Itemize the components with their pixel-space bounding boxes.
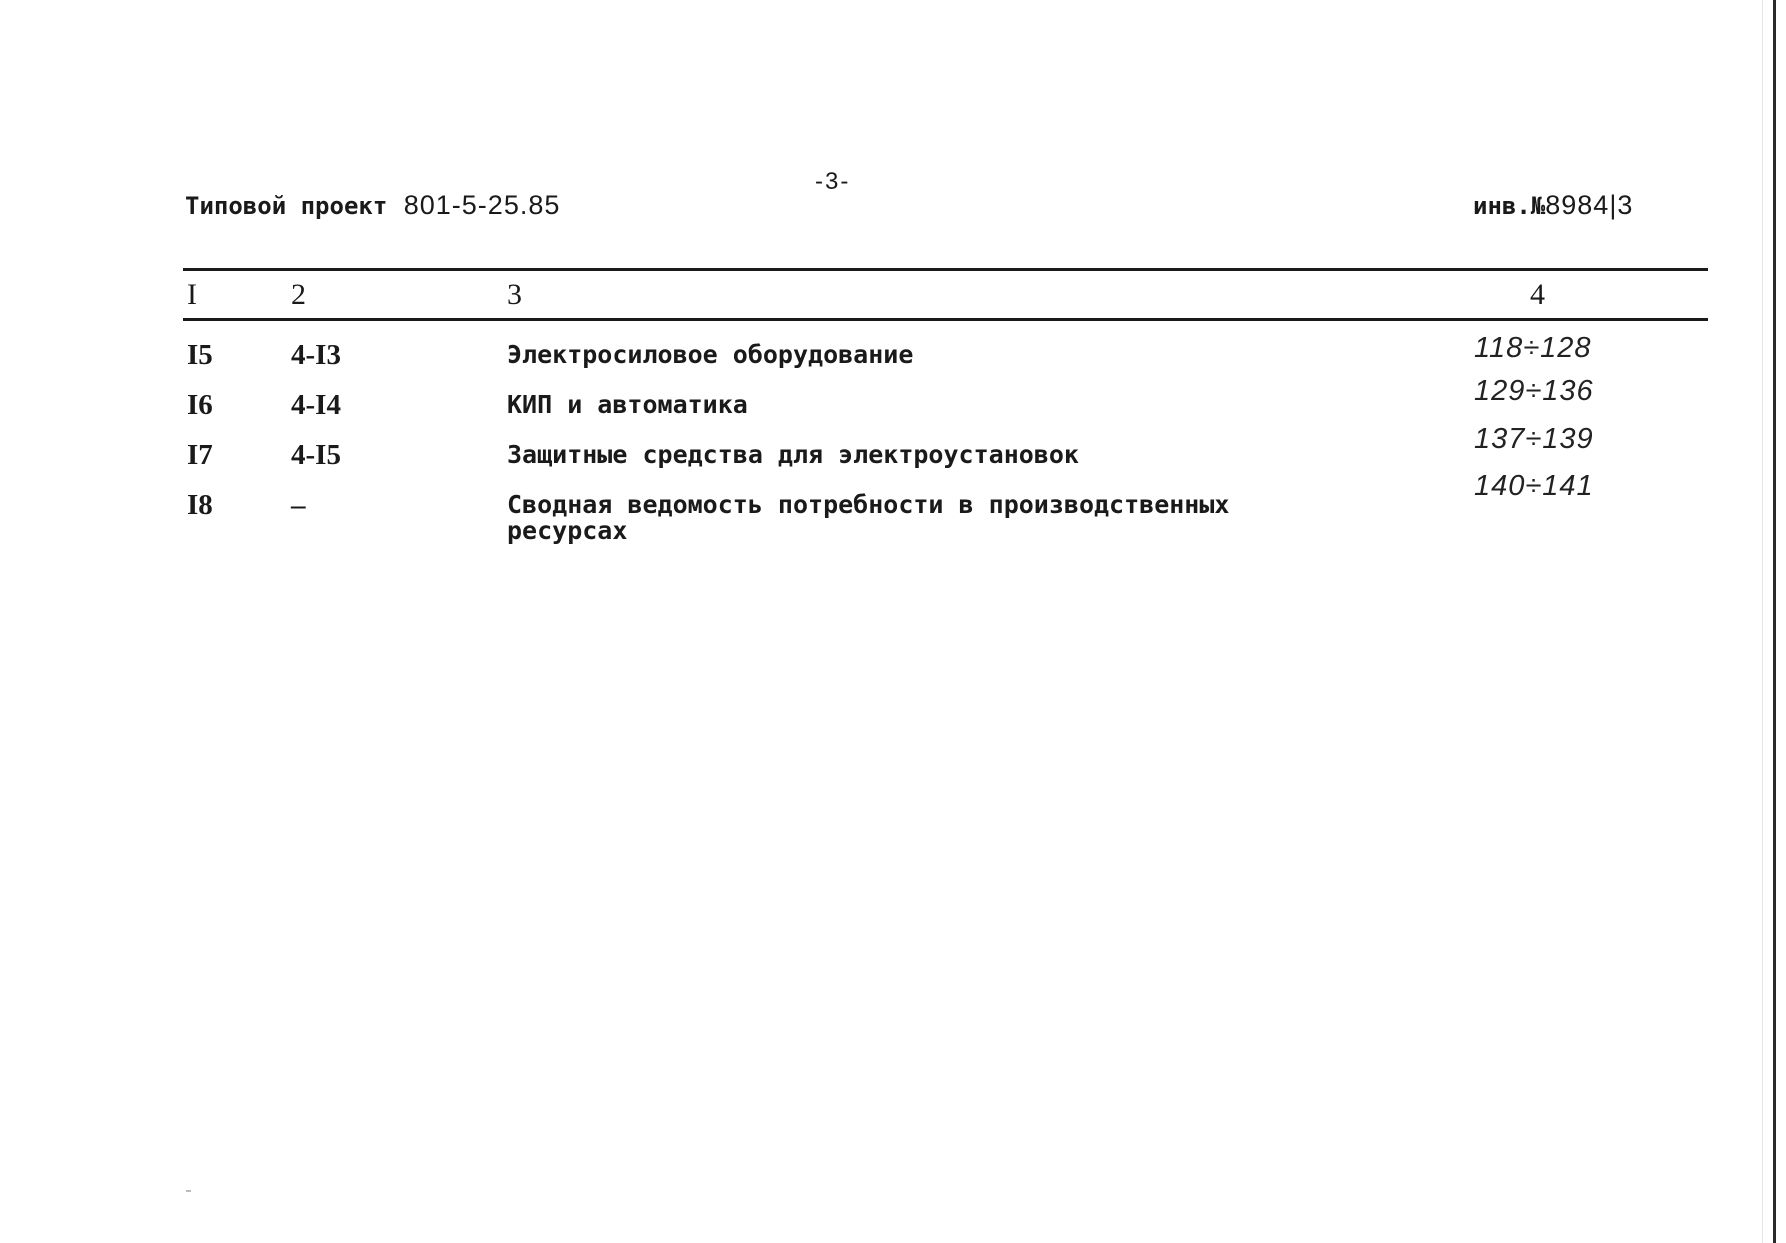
row-description: Сводная ведомость потребности в производственных ресурсах xyxy=(507,490,1230,545)
row-description: КИП и автоматика xyxy=(507,390,748,419)
row-pages: 129÷136 xyxy=(1474,375,1594,407)
table-header-rule xyxy=(183,318,1708,321)
inventory-code: 8984|3 xyxy=(1545,190,1634,220)
row-number: I5 xyxy=(187,339,213,371)
row-number: I7 xyxy=(187,439,213,471)
row-description: Защитные средства для электроустановок xyxy=(507,440,1079,469)
inventory-label: инв.№ xyxy=(1473,192,1546,220)
scan-speck xyxy=(186,1190,191,1192)
row-reference: 4-I3 xyxy=(291,339,341,371)
row-pages: 118÷128 xyxy=(1474,332,1592,364)
page-number: -3- xyxy=(815,168,851,195)
column-header-3: 3 xyxy=(507,278,522,311)
column-header-2: 2 xyxy=(291,278,306,311)
row-description: Электросиловое оборудование xyxy=(507,340,914,369)
row-reference: 4-I4 xyxy=(291,389,341,421)
table-top-rule xyxy=(183,268,1708,271)
page-edge-shadow xyxy=(1762,0,1763,1243)
row-number: I8 xyxy=(187,489,213,521)
column-header-4: 4 xyxy=(1530,278,1545,311)
page-edge xyxy=(1773,0,1776,1243)
project-header xyxy=(185,190,560,221)
row-reference: – xyxy=(291,489,306,521)
inventory-header xyxy=(1473,190,1633,221)
project-label: Типовой проект xyxy=(185,192,388,220)
row-pages: 140÷141 xyxy=(1474,470,1594,502)
row-number: I6 xyxy=(187,389,213,421)
column-header-1: I xyxy=(187,278,197,311)
row-pages: 137÷139 xyxy=(1474,423,1594,455)
row-reference: 4-I5 xyxy=(291,439,341,471)
project-code: 801-5-25.85 xyxy=(403,190,561,220)
